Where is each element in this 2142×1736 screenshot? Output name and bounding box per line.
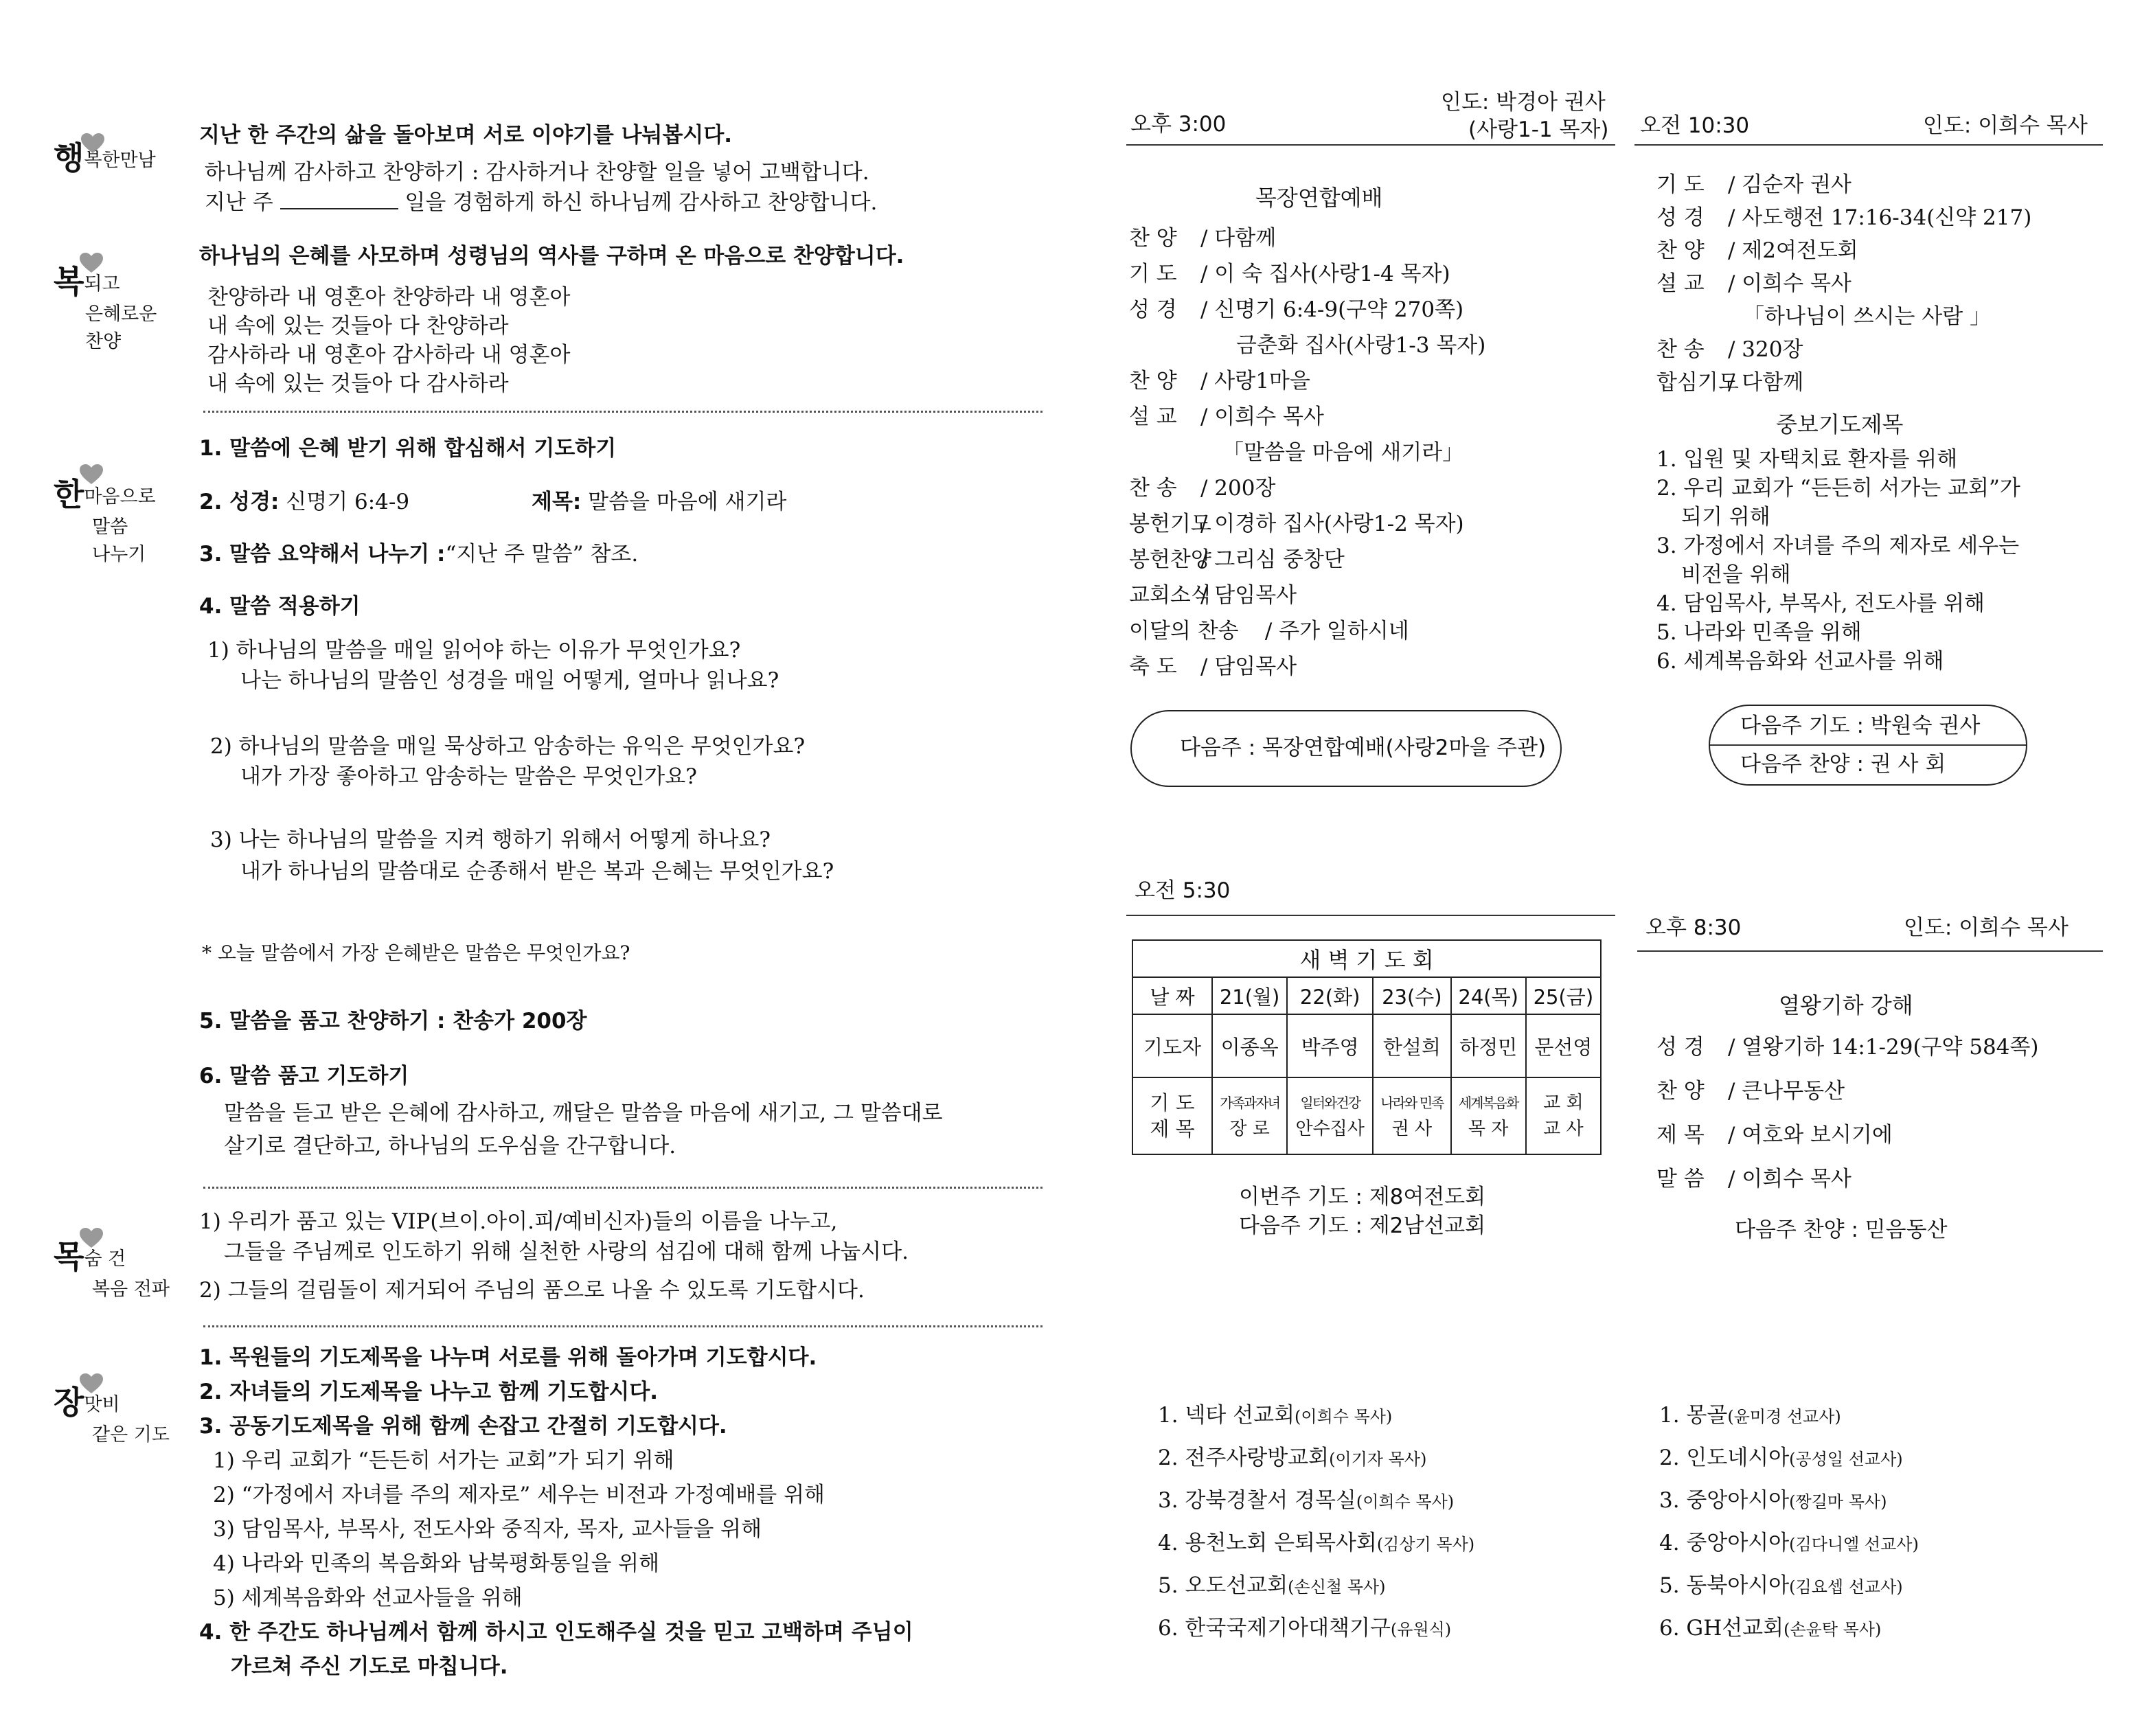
prayer-item: 2. 우리 교회가 “든든히 서가는 교회”가 <box>1656 476 2020 501</box>
jang-item: 4) 나라와 민족의 복음화와 남북평화통일을 위해 <box>213 1551 660 1576</box>
jang-item: 3) 담임목사, 부목사, 전도사와 중직자, 목자, 교사들을 위해 <box>213 1517 762 1542</box>
section-label-bok-2: 은혜로운 <box>85 304 157 325</box>
order-item: 기 도 / 이 숙 집사(사랑1-4 목자) <box>1129 262 1450 286</box>
jang-item: 5) 세계복음화와 선교사들을 위해 <box>213 1586 523 1610</box>
order-item: 설 교 / 이희수 목사 <box>1129 404 1324 429</box>
order-item: 합심기도/ 다함께 <box>1656 370 1804 395</box>
table-row <box>1132 977 1601 1014</box>
order-item: 제 목 / 여호와 보시기에 <box>1656 1123 1893 1147</box>
table-cell: 세계복음화 목 자 <box>1451 1077 1526 1154</box>
han-step4: 4. 말씀 적용하기 <box>199 594 361 619</box>
prayer-item: 비전을 위해 <box>1681 562 1791 587</box>
mission-item: 1. 몽골(윤미경 선교사) <box>1659 1403 1841 1428</box>
han-step3 <box>199 540 638 569</box>
bok-line: 찬양하라 내 영혼아 찬양하라 내 영혼아 <box>207 285 571 310</box>
mok-line: 1) 우리가 품고 있는 VIP(브이.아이.피/예비신자)들의 이름을 나누고, <box>199 1209 838 1234</box>
jang-step4: 4. 한 주간도 하나님께서 함께 하시고 인도해주실 것을 믿고 고백하며 주님이 <box>199 1620 913 1645</box>
table-cell: 나라와 민족 권 사 <box>1373 1077 1450 1154</box>
table-header: 25(금) <box>1526 977 1601 1014</box>
table-cell: 박주영 <box>1287 1014 1373 1077</box>
section-label-mok-2: 복음 전파 <box>92 1279 170 1300</box>
order-item: 봉헌기도/ 이경하 집사(사랑1-2 목자) <box>1129 512 1464 536</box>
mission-item: 6. 한국국제기아대책기구(유원식) <box>1158 1616 1452 1641</box>
next-prayer: 다음주 기도 : 박원숙 권사 <box>1740 713 1981 738</box>
table-row <box>1132 1077 1601 1154</box>
haeng-line2-a: 지난 주 <box>205 190 273 215</box>
han-title-label: 제목: <box>532 490 582 514</box>
order-item: 교회소식/ 담임목사 <box>1129 583 1297 608</box>
haeng-line2 <box>205 188 877 217</box>
pm830-leader: 인도: 이희수 목사 <box>1904 915 2069 940</box>
jang-item: 2) “가정에서 자녀를 주의 제자로” 세우는 비전과 가정예배를 위해 <box>213 1483 825 1507</box>
han-step3-label: 3. 말씀 요약해서 나누기 : <box>199 542 446 567</box>
section-label-bok: 복되고 <box>54 263 120 300</box>
order-item: 찬 송 / 320장 <box>1656 337 1803 362</box>
table-header: 날 짜 <box>1132 977 1212 1014</box>
order-item: 설 교 / 이희수 목사 <box>1656 271 1852 296</box>
table-header: 24(목) <box>1451 977 1526 1014</box>
next-week-prayer: 다음주 기도 : 제2남선교회 <box>1239 1213 1486 1238</box>
han-step2-label: 2. 성경: <box>199 490 280 514</box>
bok-line: 내 속에 있는 것들아 다 감사하라 <box>207 372 509 396</box>
prayer-item: 5. 나라와 민족을 위해 <box>1656 620 1862 645</box>
table-header: 22(화) <box>1287 977 1373 1014</box>
table-cell: 가족과자녀 장 로 <box>1212 1077 1287 1154</box>
pm830-time: 오후 8:30 <box>1645 915 1742 940</box>
mission-item: 3. 강북경찰서 경목실(이희수 목사) <box>1158 1488 1455 1513</box>
prayer-item: 되기 위해 <box>1681 505 1770 529</box>
pm3-title: 목장연합예배 <box>1255 185 1383 211</box>
prayer-item: 1. 입원 및 자택치료 환자를 위해 <box>1656 447 1958 472</box>
pm3-time: 오후 3:00 <box>1130 112 1227 137</box>
jang-step4-cont: 가르쳐 주신 기도로 마칩니다. <box>231 1654 508 1679</box>
divider <box>1634 144 2103 146</box>
prayer-title: 중보기도제목 <box>1776 411 1904 437</box>
table-header: 23(수) <box>1373 977 1450 1014</box>
jang-step3: 3. 공동기도제목을 위해 함께 손잡고 간절히 기도합시다. <box>199 1414 727 1439</box>
divider <box>1710 744 2026 746</box>
order-item: 찬 양 / 제2여전도회 <box>1656 238 1858 263</box>
mission-item: 5. 오도선교회(손신철 목사) <box>1158 1573 1386 1598</box>
mok-line: 그들을 주님께로 인도하기 위해 실천한 사랑의 섬김에 대해 함께 나눕시다. <box>224 1240 909 1264</box>
this-week-prayer: 이번주 기도 : 제8여전도회 <box>1239 1185 1486 1209</box>
question: 3) 나는 하나님의 말씀을 지켜 행하기 위해서 어떻게 하나요? <box>210 827 771 852</box>
divider <box>1126 915 1615 916</box>
table-cell: 교 회 교 사 <box>1526 1077 1601 1154</box>
prayer-item: 4. 담임목사, 부목사, 전도사를 위해 <box>1656 591 1985 616</box>
table-row <box>1132 1014 1601 1077</box>
section-label-bok-3: 찬양 <box>85 331 122 352</box>
han-step6-line: 말씀을 듣고 받은 은혜에 감사하고, 깨달은 말씀을 마음에 새기고, 그 말씀대로 <box>224 1101 943 1126</box>
am1030-leader: 인도: 이희수 목사 <box>1923 113 2088 138</box>
order-item: 찬 양 / 다함께 <box>1129 226 1277 251</box>
order-item: 봉헌찬양/ 그리심 중창단 <box>1129 547 1345 572</box>
intercession-list <box>1656 445 2020 676</box>
order-item: 성 경 / 신명기 6:4-9(구약 270쪽) <box>1129 297 1464 322</box>
table-cell: 한설희 <box>1373 1014 1450 1077</box>
mission-item: 6. GH선교회(손윤탁 목사) <box>1659 1616 1882 1641</box>
order-item: 성 경 / 열왕기하 14:1-29(구약 584쪽) <box>1656 1035 2039 1060</box>
pm3-next: 다음주 : 목장연합예배(사랑2마을 주관) <box>1180 735 1547 760</box>
table-cell: 문선영 <box>1526 1014 1601 1077</box>
order-item: 기 도 / 김순자 권사 <box>1656 172 1852 197</box>
han-title-value: 말씀을 마음에 새기라 <box>588 490 787 514</box>
mok-line: 2) 그들의 걸림돌이 제거되어 주님의 품으로 나올 수 있도록 기도합시다. <box>199 1278 865 1303</box>
order-item: 말 씀 / 이희수 목사 <box>1656 1167 1852 1191</box>
section-label-han: 한마음으로 <box>54 476 156 513</box>
haeng-title: 지난 한 주간의 삶을 돌아보며 서로 이야기를 나눠봅시다. <box>199 123 733 148</box>
mission-item: 5. 동북아시아(김요셉 선교사) <box>1659 1573 1903 1598</box>
han-step5: 5. 말씀을 품고 찬양하기 : 찬송가 200장 <box>199 1009 587 1033</box>
pm3-leader-role: (사랑1-1 목자) <box>1468 117 1609 142</box>
dawn-prayer-table <box>1132 939 1602 1155</box>
divider <box>1637 950 2103 952</box>
table-cell: 기도자 <box>1132 1014 1212 1077</box>
section-label-mok: 목숨 건 <box>54 1238 126 1275</box>
jang-step1: 1. 목원들의 기도제목을 나누며 서로를 위해 돌아가며 기도합시다. <box>199 1345 817 1370</box>
blank-line <box>280 190 398 209</box>
han-step6: 6. 말씀 품고 기도하기 <box>199 1064 409 1088</box>
question: 2) 하나님의 말씀을 매일 묵상하고 암송하는 유익은 무엇인가요? <box>210 734 806 759</box>
bok-title: 하나님의 은혜를 사모하며 성령님의 역사를 구하며 온 마음으로 찬양합니다. <box>199 244 904 269</box>
han-star-note: * 오늘 말씀에서 가장 은혜받은 말씀은 무엇인가요? <box>202 941 630 964</box>
section-label-han-3: 나누기 <box>92 544 146 565</box>
order-item: 금춘화 집사(사랑1-3 목자) <box>1236 333 1486 358</box>
haeng-line2-b: 일을 경험하게 하신 하나님께 감사하고 찬양합니다. <box>405 190 878 215</box>
table-cell: 기 도 제 목 <box>1132 1077 1212 1154</box>
section-label-jang: 장맛비 <box>54 1384 120 1421</box>
section-label-han-2: 말씀 <box>92 516 128 538</box>
order-item: 축 도 / 담임목사 <box>1129 654 1297 679</box>
pm3-order <box>1129 224 1610 688</box>
han-step2-value: 신명기 6:4-9 <box>286 490 410 514</box>
table-title: 새 벽 기 도 회 <box>1132 940 1601 977</box>
next-praise: 다음주 찬양 : 권 사 회 <box>1740 752 1946 777</box>
am530-time: 오전 5:30 <box>1135 878 1231 903</box>
pm830-next: 다음주 찬양 : 믿음동산 <box>1735 1218 1948 1242</box>
question: 내가 하나님의 말씀대로 순종해서 받은 복과 은혜는 무엇인가요? <box>240 859 834 884</box>
pm830-title: 열왕기하 강해 <box>1779 992 1913 1018</box>
jang-step2: 2. 자녀들의 기도제목을 나누고 함께 기도합시다. <box>199 1380 659 1404</box>
prayer-item: 3. 가정에서 자녀를 주의 제자로 세우는 <box>1656 534 2020 558</box>
table-cell: 하정민 <box>1451 1014 1526 1077</box>
section-label-haeng: 행복한만남 <box>54 139 156 176</box>
table-cell: 이종옥 <box>1212 1014 1287 1077</box>
am1030-time: 오전 10:30 <box>1640 113 1750 138</box>
pm830-order <box>1656 1033 2039 1209</box>
jang-item: 1) 우리 교회가 “든든히 서가는 교회”가 되기 위해 <box>213 1448 674 1473</box>
am1030-order <box>1656 170 2103 401</box>
table-cell: 일터와건강 안수집사 <box>1287 1077 1373 1154</box>
order-item: 성 경 / 사도행전 17:16-34(신약 217) <box>1656 205 2032 230</box>
han-step2-title <box>532 488 786 516</box>
pm3-leader: 인도: 박경아 권사 <box>1441 90 1606 115</box>
order-item: 「하나님이 쓰시는 사람 」 <box>1743 304 1992 329</box>
order-item: 찬 양 / 사랑1마을 <box>1129 369 1310 393</box>
prayer-item: 6. 세계복음화와 선교사를 위해 <box>1656 649 1944 674</box>
section-label-jang-2: 같은 기도 <box>92 1424 170 1446</box>
mission-item: 3. 중앙아시아(짱길마 목사) <box>1659 1488 1887 1513</box>
table-header: 21(월) <box>1212 977 1287 1014</box>
han-step1: 1. 말씀에 은혜 받기 위해 합심해서 기도하기 <box>199 436 617 461</box>
order-item: 찬 송 / 200장 <box>1129 476 1276 501</box>
order-item: 찬 양 / 큰나무동산 <box>1656 1079 1845 1104</box>
question: 나는 하나님의 말씀인 성경을 매일 어떻게, 얼마나 읽나요? <box>240 668 779 693</box>
order-item: 「말씀을 마음에 새기라」 <box>1222 440 1464 465</box>
han-step3-value: “지난 주 말씀” 참조. <box>445 542 639 567</box>
order-item: 이달의 찬송 / 주가 일하시네 <box>1129 619 1409 643</box>
mission-item: 4. 용천노회 은퇴목사회(김상기 목사) <box>1158 1531 1475 1555</box>
question: 내가 가장 좋아하고 암송하는 말씀은 무엇인가요? <box>240 764 697 789</box>
mission-item: 2. 전주사랑방교회(이기자 목사) <box>1158 1446 1427 1470</box>
divider <box>203 1325 1042 1327</box>
mission-item: 1. 넥타 선교회(이희수 목사) <box>1158 1403 1393 1428</box>
question: 1) 하나님의 말씀을 매일 읽어야 하는 이유가 무엇인가요? <box>207 638 741 663</box>
bok-line: 내 속에 있는 것들아 다 찬양하라 <box>207 314 509 339</box>
bok-line: 감사하라 내 영혼아 감사하라 내 영혼아 <box>207 343 571 367</box>
mission-item: 4. 중앙아시아(김다니엘 선교사) <box>1659 1531 1919 1555</box>
divider <box>203 411 1042 413</box>
mission-item: 2. 인도네시아(공성일 선교사) <box>1659 1446 1903 1470</box>
haeng-line1: 하나님께 감사하고 찬양하기 : 감사하거나 찬양할 일을 넣어 고백합니다. <box>205 160 869 185</box>
han-step2 <box>199 488 409 516</box>
divider <box>1126 144 1615 146</box>
divider <box>203 1187 1042 1189</box>
han-step6-line: 살기로 결단하고, 하나님의 도우심을 간구합니다. <box>224 1134 676 1158</box>
